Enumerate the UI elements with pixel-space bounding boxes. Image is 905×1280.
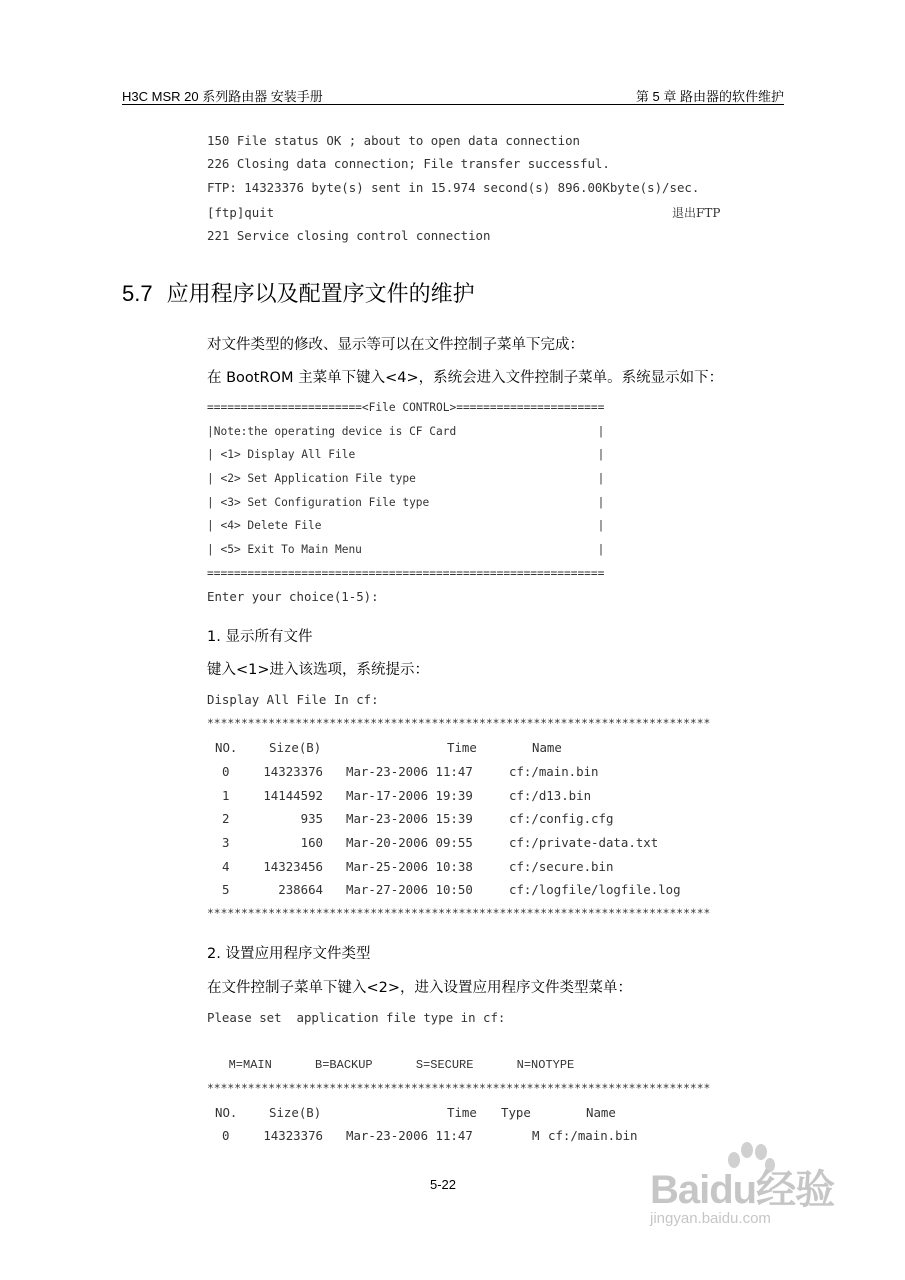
cell-name: cf:/config.cfg	[509, 811, 614, 826]
menu-line: |Note:the operating device is CF Card |	[207, 425, 605, 438]
stars-line: **************************************************************************	[207, 1082, 711, 1095]
menu-line: =======================<File CONTROL>======================	[207, 401, 605, 414]
col-time: Time	[447, 740, 477, 755]
cell-size: 160	[300, 835, 323, 850]
menu-line: ===========================================================	[207, 567, 605, 580]
cell-no: 2	[222, 811, 230, 826]
header-left: H3C MSR 20 系列路由器 安装手册	[122, 89, 323, 104]
cell-time: Mar-23-2006 11:47	[346, 1128, 473, 1143]
cell-time: Mar-25-2006 10:38	[346, 859, 473, 874]
baidu-watermark	[642, 1140, 852, 1240]
menu-line: | <4> Delete File |	[207, 519, 605, 532]
section-number: 5.7	[122, 281, 153, 306]
cell-size: 14323376	[263, 1128, 323, 1143]
page-number: 5-22	[430, 1177, 457, 1192]
ftp-line: 226 Closing data connection; File transfer successful.	[207, 156, 610, 171]
cell-no: 0	[222, 1128, 230, 1143]
cell-time: Mar-27-2006 10:50	[346, 882, 473, 897]
cell-size: 238664	[278, 882, 323, 897]
cell-name: cf:/main.bin	[509, 764, 599, 779]
set-type-prompt: Please set application file type in cf:	[207, 1010, 506, 1025]
header-right: 第 5 章 路由器的软件维护	[635, 89, 784, 104]
cell-time: Mar-20-2006 09:55	[346, 835, 473, 850]
cell-size: 14323456	[263, 859, 323, 874]
cell-size: 14144592	[263, 788, 323, 803]
header-rule	[122, 104, 784, 105]
col-no: NO.	[215, 1105, 238, 1120]
intro-line: 在 BootROM 主菜单下键入<4>，系统会进入文件控制子菜单。系统显示如下：	[207, 370, 724, 386]
subsection-desc: 键入<1>进入该选项，系统提示：	[207, 662, 430, 678]
ftp-line: 150 File status OK ; about to open data connection	[207, 133, 580, 148]
ftp-line: [ftp]quit	[207, 205, 275, 220]
cell-time: Mar-23-2006 11:47	[346, 764, 473, 779]
intro-line: 对文件类型的修改、显示等可以在文件控制子菜单下完成：	[207, 337, 584, 353]
stars-line: **************************************************************************	[207, 717, 711, 730]
cell-no: 5	[222, 882, 230, 897]
subsection-desc: 在文件控制子菜单下键入<2>，进入设置应用程序文件类型菜单：	[207, 980, 633, 996]
col-size: Size(B)	[269, 740, 322, 755]
ftp-quit-note: 退出FTP	[672, 206, 721, 220]
menu-line: | <2> Set Application File type |	[207, 472, 605, 485]
cell-time: Mar-23-2006 15:39	[346, 811, 473, 826]
cell-time: Mar-17-2006 19:39	[346, 788, 473, 803]
cell-no: 3	[222, 835, 230, 850]
col-no: NO.	[215, 740, 238, 755]
cell-no: 1	[222, 788, 230, 803]
col-time: Time	[447, 1105, 477, 1120]
choice-prompt: Enter your choice(1-5):	[207, 589, 379, 604]
col-type: Type	[501, 1105, 531, 1120]
subsection-title: 1. 显示所有文件	[207, 629, 313, 645]
menu-line: | <1> Display All File |	[207, 448, 605, 461]
cell-name: cf:/logfile/logfile.log	[509, 882, 681, 897]
cell-name: cf:/private-data.txt	[509, 835, 659, 850]
watermark-brand: Baidu经验	[650, 1168, 835, 1212]
col-size: Size(B)	[269, 1105, 322, 1120]
stars-line: **************************************************************************	[207, 907, 711, 920]
menu-line: | <3> Set Configuration File type |	[207, 496, 605, 509]
cell-no: 0	[222, 764, 230, 779]
col-name: Name	[586, 1105, 616, 1120]
subsection-title: 2. 设置应用程序文件类型	[207, 946, 371, 962]
section-title: 应用程序以及配置序文件的维护	[166, 282, 475, 307]
watermark-url: jingyan.baidu.com	[650, 1210, 771, 1227]
cell-size: 14323376	[263, 764, 323, 779]
ftp-line: 221 Service closing control connection	[207, 228, 491, 243]
types-line: M=MAIN B=BACKUP S=SECURE N=NOTYPE	[207, 1058, 575, 1072]
cell-size: 935	[300, 811, 323, 826]
col-name: Name	[532, 740, 562, 755]
cell-name: cf:/main.bin	[548, 1128, 638, 1143]
cell-type: M	[532, 1128, 540, 1143]
ftp-line: FTP: 14323376 byte(s) sent in 15.974 second(s) 896.00Kbyte(s)/sec.	[207, 180, 700, 195]
listing-title: Display All File In cf:	[207, 692, 379, 707]
cell-no: 4	[222, 859, 230, 874]
cell-name: cf:/d13.bin	[509, 788, 592, 803]
menu-line: | <5> Exit To Main Menu |	[207, 543, 605, 556]
section-heading	[122, 277, 475, 308]
cell-name: cf:/secure.bin	[509, 859, 614, 874]
